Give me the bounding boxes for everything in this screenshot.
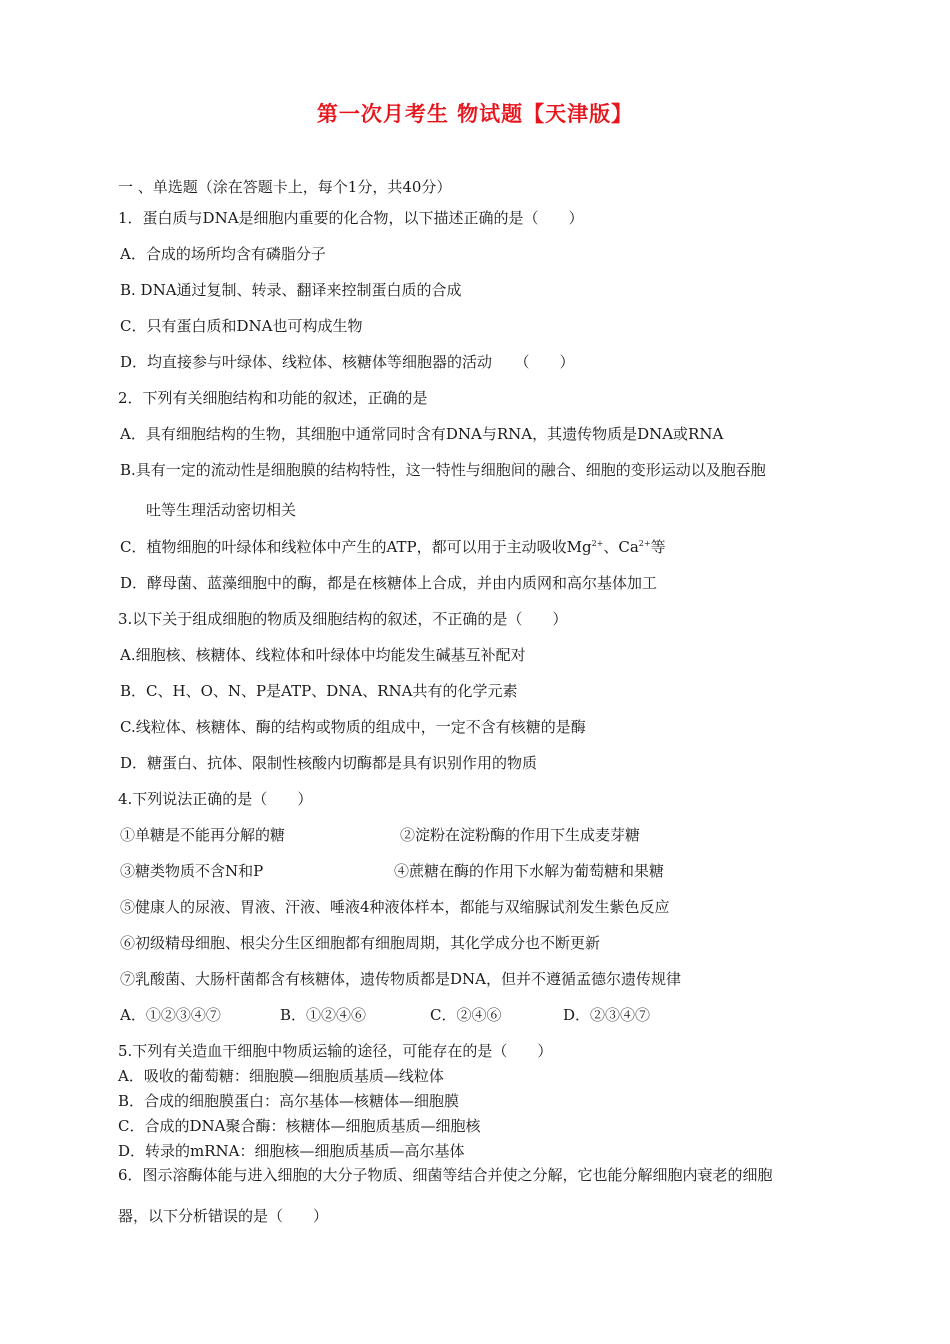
statement-1: ①单糖是不能再分解的糖 (120, 826, 286, 844)
question-3-stem: 3.以下关于组成细胞的物质及细胞结构的叙述，不正确的是（ ） (118, 610, 568, 628)
statement-2: ②淀粉在淀粉酶的作用下生成麦芽糖 (400, 826, 641, 844)
question-2-option-a: A．具有细胞结构的生物，其细胞中通常同时含有DNA与RNA，其遗传物质是DNA或RNA (120, 425, 724, 443)
question-6-stem-continued: 器，以下分析错误的是（ ） (118, 1207, 329, 1225)
question-2-stem: 2．下列有关细胞结构和功能的叙述，正确的是 (118, 389, 428, 407)
question-4-option-b: B．①②④⑥ (280, 1006, 367, 1024)
question-2-option-c (120, 537, 666, 557)
statement-6: ⑥初级精母细胞、根尖分生区细胞都有细胞周期，其化学成分也不断更新 (120, 934, 601, 952)
question-5-option-b: B．合成的细胞膜蛋白：高尔基体—核糖体—细胞膜 (118, 1092, 460, 1110)
option-c-text-1: C．植物细胞的叶绿体和线粒体中产生的ATP，都可以用于主动吸收Mg (120, 538, 592, 556)
question-1-option-c: C．只有蛋白质和DNA也可构成生物 (120, 317, 363, 335)
question-5-option-a: A．吸收的葡萄糖：细胞膜—细胞质基质—线粒体 (118, 1067, 444, 1085)
question-4-stem: 4.下列说法正确的是（ ） (118, 790, 313, 808)
question-2-option-b-continued: 吐等生理活动密切相关 (146, 501, 297, 519)
question-3-option-a: A.细胞核、核糖体、线粒体和叶绿体中均能发生碱基互补配对 (120, 646, 526, 664)
question-1-option-a: A．合成的场所均含有磷脂分子 (120, 245, 326, 263)
question-2-option-b: B.具有一定的流动性是细胞膜的结构特性，这一特性与细胞间的融合、细胞的变形运动以及胞吞胞 (120, 461, 766, 479)
statement-5: ⑤健康人的尿液、胃液、汗液、唾液4种液体样本，都能与双缩脲试剂发生紫色反应 (120, 898, 670, 916)
superscript-charge: 2+ (591, 539, 604, 548)
question-3-option-d: D．糖蛋白、抗体、限制性核酸内切酶都是具有识别作用的物质 (120, 754, 538, 772)
question-5-option-c: C．合成的DNA聚合酶：核糖体—细胞质基质—细胞核 (118, 1117, 481, 1135)
question-1-stem: 1．蛋白质与DNA是细胞内重要的化合物，以下描述正确的是（ ） (118, 209, 584, 227)
question-5-option-d: D．转录的mRNA：细胞核—细胞质基质—高尔基体 (118, 1142, 465, 1160)
page-title: 第一次月考生 物试题【天津版】 (316, 102, 634, 126)
question-3-option-c: C.线粒体、核糖体、酶的结构或物质的组成中，一定不含有核糖的是酶 (120, 718, 586, 736)
question-1-option-b: B. DNA通过复制、转录、翻译来控制蛋白质的合成 (120, 281, 462, 299)
option-c-text-3: 等 (650, 538, 666, 556)
section-heading: 一 、单选题（涂在答题卡上，每个1分，共40分） (118, 178, 452, 196)
question-4-option-a: A．①②③④⑦ (120, 1006, 221, 1024)
question-3-option-b: B．C、H、O、N、P是ATP、DNA、RNA共有的化学元素 (120, 682, 518, 700)
superscript-charge: 2+ (638, 539, 651, 548)
statement-3: ③糖类物质不含N和P (120, 862, 264, 880)
statement-4: ④蔗糖在酶的作用下水解为葡萄糖和果糖 (394, 862, 665, 880)
statement-7: ⑦乳酸菌、大肠杆菌都含有核糖体，遗传物质都是DNA，但并不遵循孟德尔遗传规律 (120, 970, 681, 988)
question-4-option-c: C．②④⑥ (430, 1006, 502, 1024)
question-4-option-d: D．②③④⑦ (563, 1006, 651, 1024)
question-6-stem: 6．图示溶酶体能与进入细胞的大分子物质、细菌等结合并使之分解，它也能分解细胞内衰老的细胞 (118, 1166, 773, 1184)
question-1-option-d: D．均直接参与叶绿体、线粒体、核糖体等细胞器的活动 （ ） (120, 353, 575, 371)
question-5-stem: 5.下列有关造血干细胞中物质运输的途径，可能存在的是（ ） (118, 1042, 553, 1060)
question-2-option-d: D．酵母菌、蓝藻细胞中的酶，都是在核糖体上合成，并由内质网和高尔基体加工 (120, 574, 658, 592)
option-c-text-2: 、Ca (603, 538, 639, 556)
